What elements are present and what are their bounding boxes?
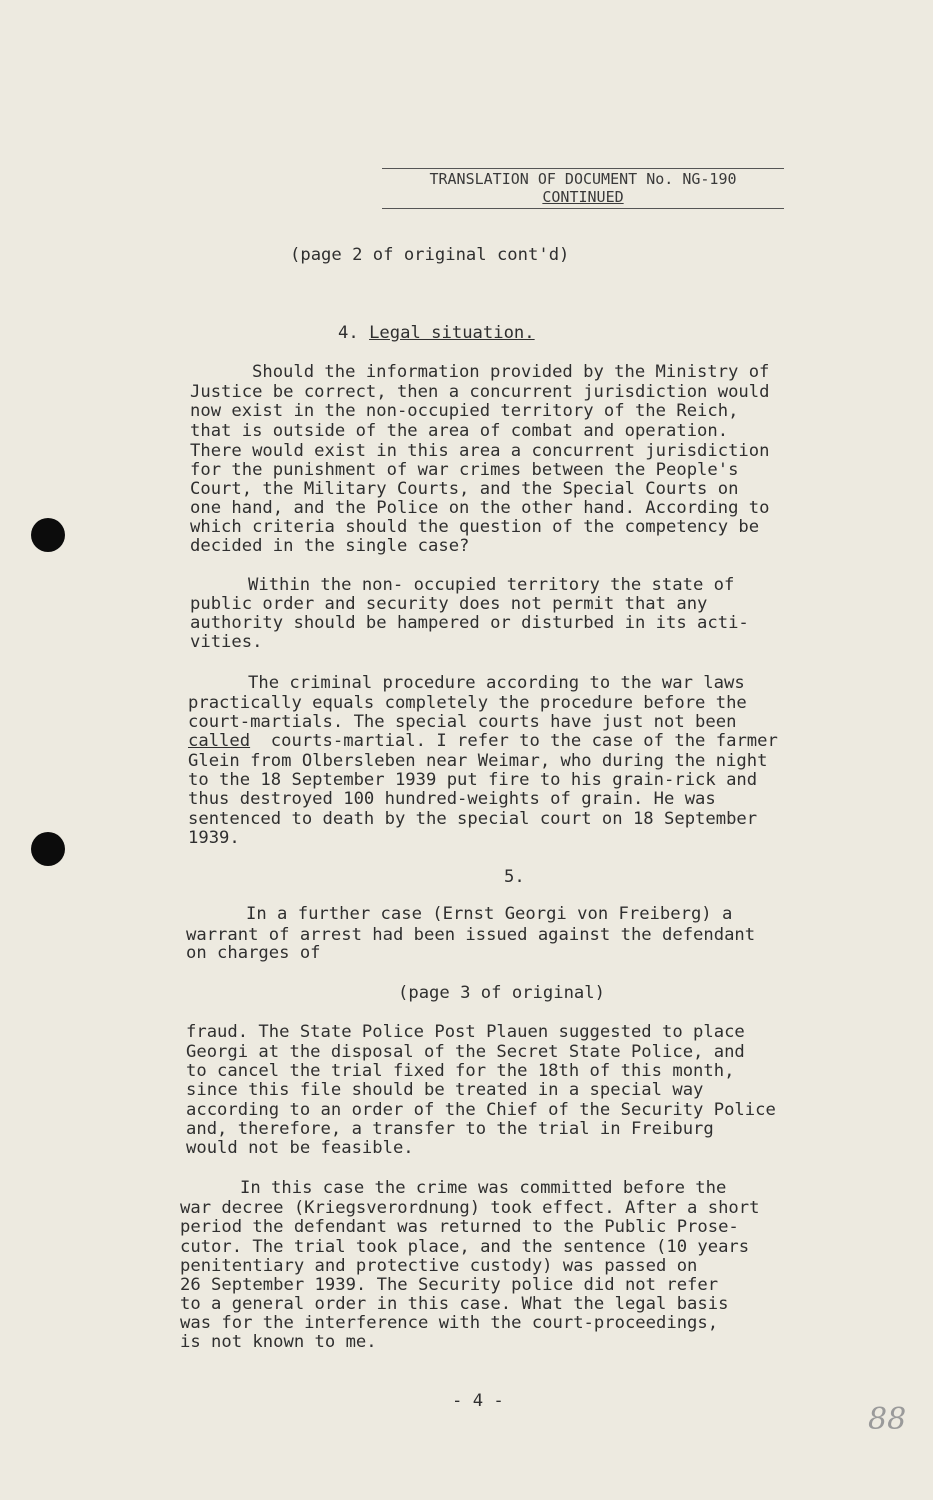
section-4-number: 4. [338,323,359,343]
para3-line: sentenced to death by the special court on 18 September [188,809,758,829]
para2-line: Within the non- occupied territory the state of [248,575,735,595]
section-4-heading [338,324,535,343]
para1-line: one hand, and the Police on the other hand. According to [190,498,770,518]
para2-line: authority should be hampered or disturbed in its acti- [190,613,749,633]
para5-line: since this file should be treated in a special way [186,1080,704,1100]
para1-line: now exist in the non-occupied territory of the Reich, [190,401,739,421]
page-note-original-3: (page 3 of original) [398,983,605,1003]
handwritten-page-number: 88 [868,1402,907,1437]
punch-hole-upper [31,518,65,552]
para5-line: fraud. The State Police Post Plauen suggested to place [186,1022,745,1042]
section-4-title: Legal situation. [369,323,535,343]
para3-line: 1939. [188,828,240,848]
page-note-original-2: (page 2 of original cont'd) [290,245,570,265]
page-number: - 4 - [452,1391,504,1411]
para3-line: thus destroyed 100 hundred-weights of grain. He was [188,789,716,809]
para2-line: vities. [190,632,263,652]
para6-line: to a general order in this case. What the legal basis [180,1294,729,1314]
para3-line: called courts-martial. I refer to the case of the farmer [188,731,778,751]
para1-line: decided in the single case? [190,536,470,556]
para2-line: public order and security does not permit that any [190,594,708,614]
para1-line: There would exist in this area a concurrent jurisdiction [190,441,770,461]
header-title: TRANSLATION OF DOCUMENT No. NG-190 [429,170,737,188]
para6-line: 26 September 1939. The Security police did not refer [180,1275,719,1295]
para6-line: is not known to me. [180,1332,377,1352]
punch-hole-lower [31,832,65,866]
para5-line: would not be feasible. [186,1138,414,1158]
para5-line: Georgi at the disposal of the Secret State Police, and [186,1042,745,1062]
para1-line: Should the information provided by the Ministry of [252,362,770,382]
para5-line: and, therefore, a transfer to the trial in Freiburg [186,1119,714,1139]
document-header [382,168,784,209]
para3-line: to the 18 September 1939 put fire to his grain-rick and [188,770,758,790]
para5-line: according to an order of the Chief of the Security Police [186,1100,776,1120]
para3-line: Glein from Olbersleben near Weimar, who during the night [188,751,768,771]
para6-line: In this case the crime was committed before the [240,1178,727,1198]
para3-line: The criminal procedure according to the war laws [248,673,745,693]
para1-line: Court, the Military Courts, and the Special Courts on [190,479,739,499]
para4-line: warrant of arrest had been issued against the defendant [186,925,756,945]
para3-line: court-martials. The special courts have just not been [188,712,737,732]
para1-line: which criteria should the question of the competency be [190,517,760,537]
para1-line: for the punishment of war crimes between the People's [190,460,739,480]
para6-line: was for the interference with the court-proceedings, [180,1313,719,1333]
para6-line: penitentiary and protective custody) was passed on [180,1256,698,1276]
para3-line: practically equals completely the procedure before the [188,693,747,713]
para6-line: cutor. The trial took place, and the sentence (10 years [180,1237,750,1257]
para4-line: on charges of [186,943,321,963]
para1-line: Justice be correct, then a concurrent jurisdiction would [190,382,770,402]
underlined-word: called [188,731,251,751]
section-5-number: 5. [504,867,525,887]
para6-line: period the defendant was returned to the Public Prose- [180,1217,739,1237]
para1-line: that is outside of the area of combat and operation. [190,421,729,441]
para4-line: In a further case (Ernst Georgi von Freiberg) a [246,904,733,924]
header-continued: CONTINUED [542,188,624,206]
para6-line: war decree (Kriegsverordnung) took effect. After a short [180,1198,760,1218]
para5-line: to cancel the trial fixed for the 18th of this month, [186,1061,735,1081]
